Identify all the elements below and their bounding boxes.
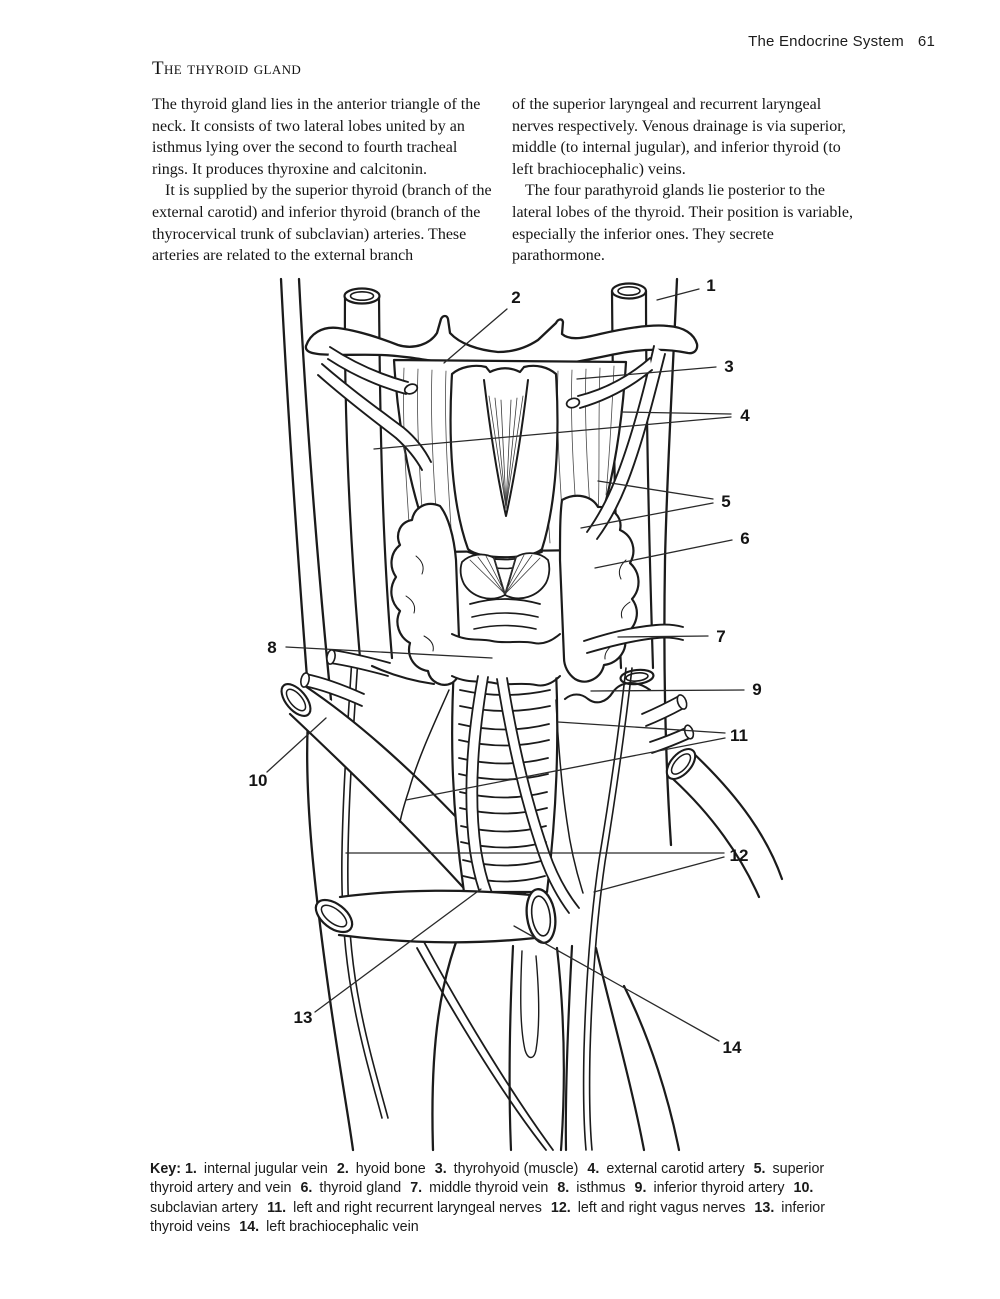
key-item-12: 12. left and right vagus nerves	[550, 1199, 746, 1216]
key-item-1: 1. internal jugular vein	[184, 1161, 328, 1177]
figure-key	[150, 1160, 868, 1238]
figure-label-1: 1	[706, 276, 716, 295]
thyroid-cartilage	[451, 366, 558, 569]
figure-label-4: 4	[740, 406, 750, 425]
key-item-14: 14. left brachiocephalic vein	[239, 1219, 419, 1236]
figure-label-3: 3	[724, 357, 734, 376]
paragraph: of the superior laryngeal and recurrent laryngeal nerves respectively. Venous drainage is via superior, middle (to internal jugular), and inferior thyroid (to left brachiocephalic) veins.	[512, 96, 846, 178]
key-item-10: 10. subclavian artery	[150, 1180, 814, 1216]
key-item-6: 6. thyroid gland	[300, 1180, 402, 1197]
figure-label-11: 11	[730, 726, 748, 745]
great-vessels-inferior	[417, 942, 679, 1150]
key-item-11: 11. left and right recurrent laryngeal nerves	[267, 1199, 542, 1216]
figure-label-5: 5	[721, 492, 731, 511]
key-item-8: 8. isthmus	[557, 1180, 626, 1197]
key-item-4: 4. external carotid artery	[587, 1161, 745, 1177]
figure-label-12: 12	[729, 846, 749, 865]
key-item-13: 13. inferior thyroid veins	[150, 1199, 825, 1236]
page-title: The thyroid gland	[152, 58, 302, 79]
paragraph: The thyroid gland lies in the anterior triangle of the neck. It consists of two lateral lobes united by an isthmus lying over the second to fourth tracheal rings. It produces thyroxine and calcitonin.	[152, 96, 481, 178]
figure-label-7: 7	[716, 627, 726, 646]
figure-label-8: 8	[267, 638, 277, 657]
page-number: 61	[917, 33, 935, 50]
paragraph: The four parathyroid glands lie posterior to the lateral lobes of the thyroid. Their position is variable, especially the inferior ones. They secrete parathormone.	[512, 182, 853, 265]
thyrocervical-stubs-right	[642, 694, 695, 753]
figure-label-9: 9	[752, 680, 762, 699]
key-label: Key:	[150, 1161, 181, 1177]
figure-label-10: 10	[248, 771, 268, 790]
figure-label-13: 13	[293, 1008, 313, 1027]
key-item-5: 5. superior thyroid artery and vein	[150, 1161, 825, 1197]
key-item-9: 9. inferior thyroid artery	[634, 1180, 785, 1197]
figure-label-14: 14	[722, 1038, 742, 1057]
vagus-nerve-right	[584, 668, 632, 1150]
key-item-3: 3. thyrohyoid (muscle)	[434, 1161, 579, 1177]
cricothyroid-muscles	[461, 553, 550, 629]
figure-label-6: 6	[740, 529, 750, 548]
key-item-2: 2. hyoid bone	[336, 1161, 426, 1177]
paragraph: It is supplied by the superior thyroid (branch of the external carotid) and inferior thyroid (branch of the thyrocervical trunk of subclavian) arteries. These arteries are related to the external branch	[152, 182, 492, 265]
subclavian-artery-right	[662, 744, 782, 897]
key-item-7: 7. middle thyroid vein	[410, 1180, 549, 1197]
running-header-section: The Endocrine System	[748, 33, 904, 50]
figure-label-2: 2	[511, 288, 521, 307]
left-brachiocephalic-vein	[310, 887, 559, 944]
